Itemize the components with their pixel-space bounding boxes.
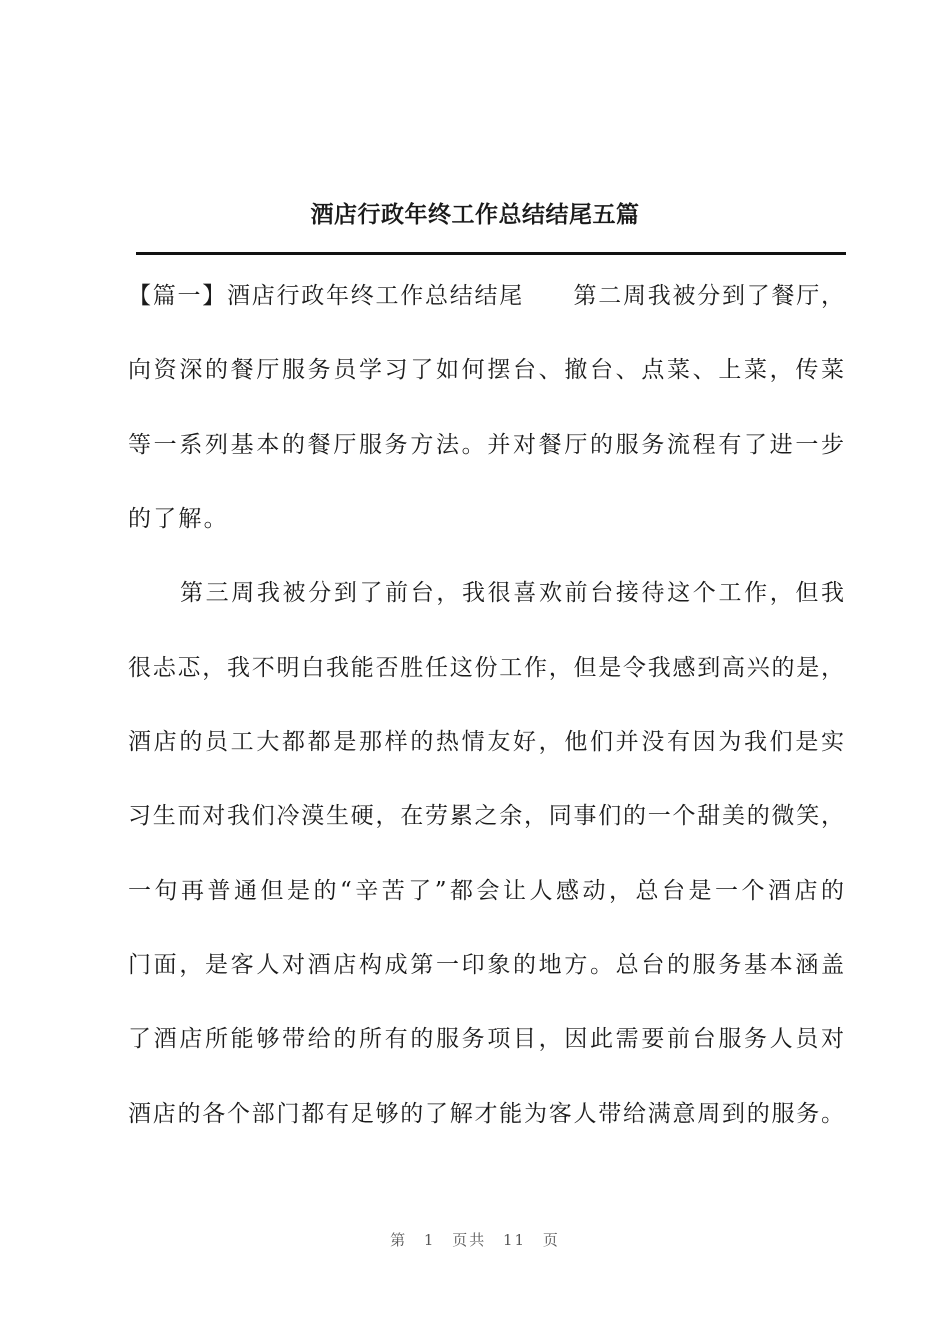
body-line: 向资深的餐厅服务员学习了如何摆台、撤台、点菜、上菜，传菜	[128, 357, 844, 383]
body-line: 门面，是客人对酒店构成第一印象的地方。总台的服务基本涵盖	[128, 952, 844, 978]
body-line: 酒店的员工大都都是那样的热情友好，他们并没有因为我们是实	[128, 729, 844, 755]
body-line: 等一系列基本的餐厅服务方法。并对餐厅的服务流程有了进一步	[128, 432, 844, 458]
title-divider	[136, 252, 846, 255]
body-line: 的了解。	[128, 506, 229, 532]
body-line: 很忐忑，我不明白我能否胜任这份工作，但是令我感到高兴的是，	[128, 655, 844, 681]
page-number-footer: 第 1 页共 11 页	[390, 1231, 560, 1249]
body-line: 酒店的各个部门都有足够的了解才能为客人带给满意周到的服务。	[128, 1101, 844, 1127]
body-line: 习生而对我们冷漠生硬，在劳累之余，同事们的一个甜美的微笑，	[128, 803, 844, 829]
document-title: 酒店行政年终工作总结结尾五篇	[310, 201, 640, 228]
body-line: 了酒店所能够带给的所有的服务项目，因此需要前台服务人员对	[128, 1026, 844, 1052]
body-line: 【篇一】酒店行政年终工作总结结尾 第二周我被分到了餐厅，	[128, 283, 844, 309]
body-line: 第三周我被分到了前台，我很喜欢前台接待这个工作，但我	[180, 580, 844, 606]
body-line: 一句再普通但是的“辛苦了”都会让人感动，总台是一个酒店的	[128, 878, 844, 904]
